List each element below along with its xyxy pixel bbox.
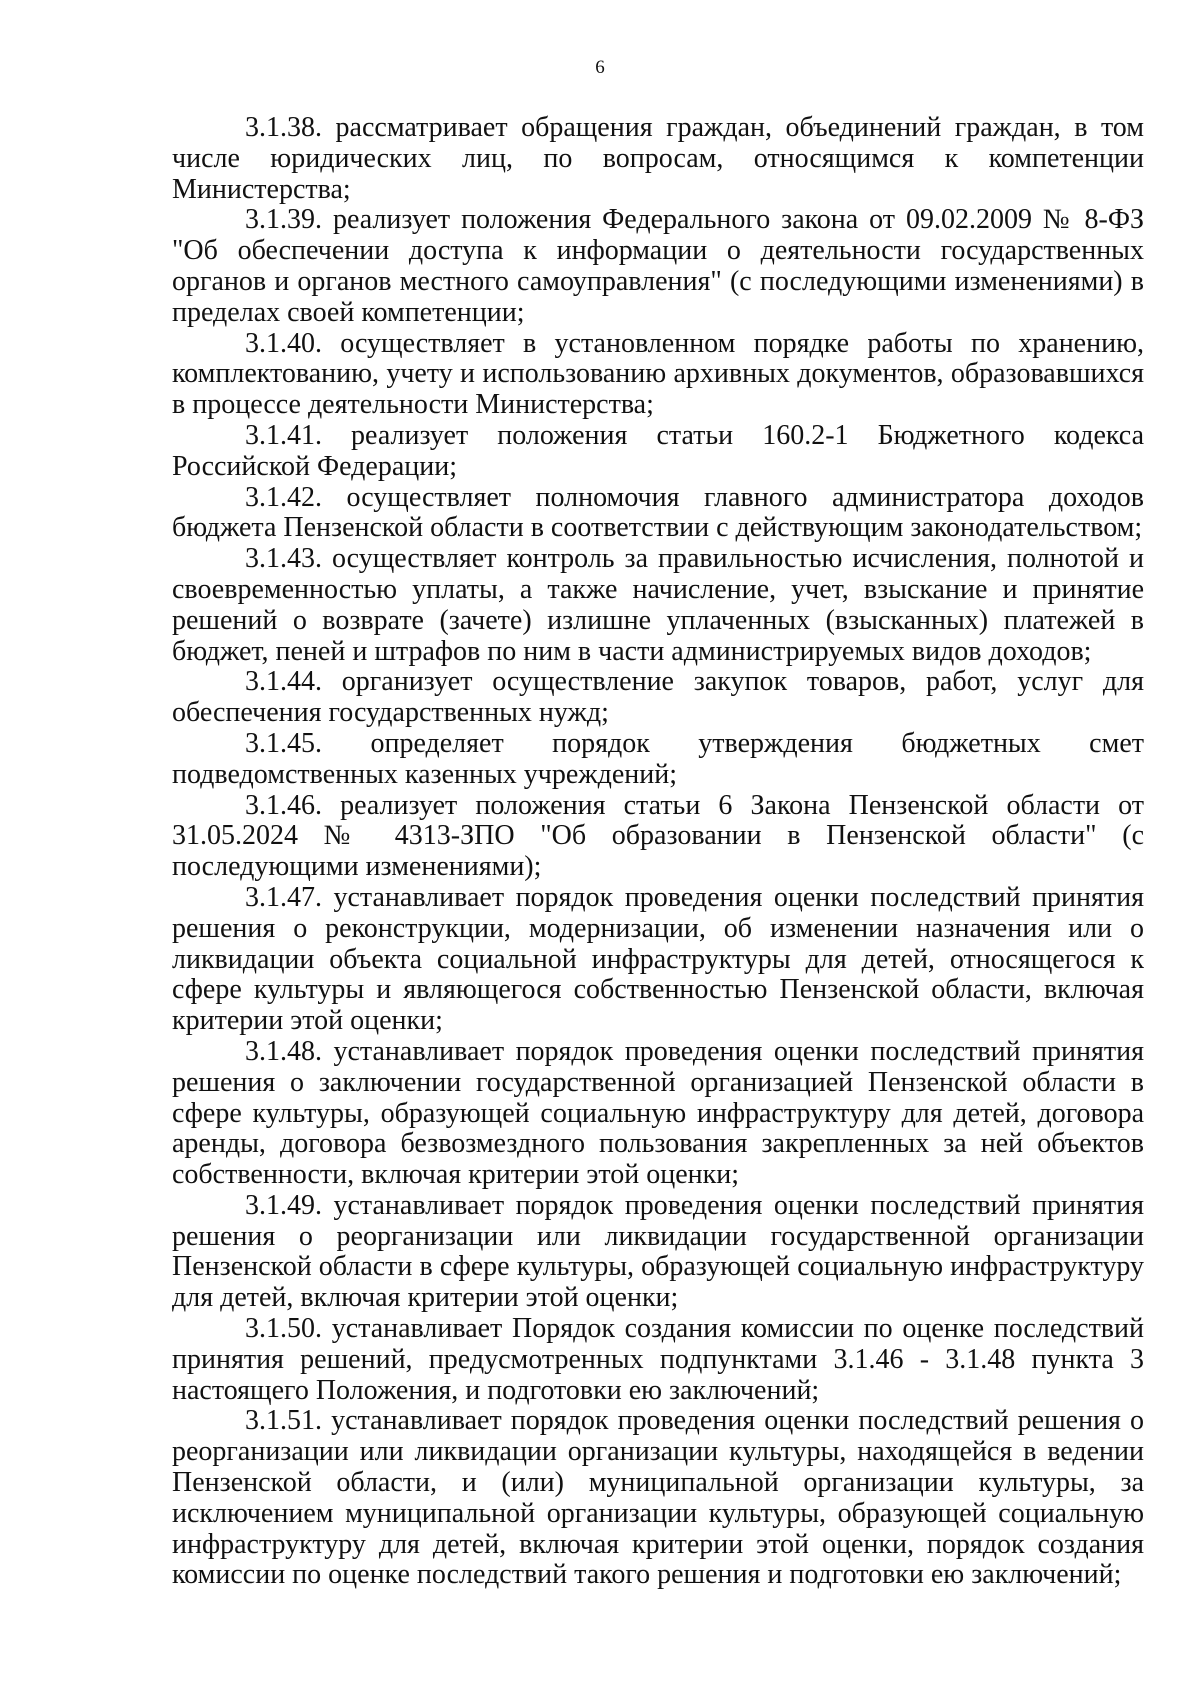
paragraph-3-1-42	[172, 483, 1144, 545]
clause-number: 3.1.39.	[245, 204, 322, 236]
clause-text: реализует положения Федерального закона от 09.02.2009 № 8-ФЗ "Об обеспечении доступа к информации о деятельности государственных органов и органов местного самоуправления" (с последующими изменениями) в пределах своей компетенции;	[172, 204, 1144, 328]
clause-number: 3.1.49.	[245, 1189, 322, 1221]
paragraph-3-1-44	[172, 667, 1144, 729]
paragraph-3-1-49	[172, 1191, 1144, 1314]
page-number: 6	[595, 57, 605, 78]
clause-text: организует осуществление закупок товаров, работ, услуг для обеспечения государственных нужд;	[172, 666, 1144, 729]
paragraph-3-1-41	[172, 421, 1144, 483]
paragraph-3-1-47	[172, 883, 1144, 1037]
clause-text: осуществляет полномочия главного администратора доходов бюджета Пензенской области в соответствии с действующим законодательством;	[172, 481, 1145, 544]
clause-number: 3.1.46.	[245, 789, 322, 821]
clause-text: устанавливает порядок проведения оценки последствий принятия решения о заключении государственной организацией Пензенской области в сфере культуры, образующей социальную инфраструктуру для детей, договора аренды, договора безвозмездного пользования закрепленных за ней объектов собственности, включая критерии этой оценки;	[172, 1035, 1144, 1191]
clause-text: устанавливает Порядок создания комиссии по оценке последствий принятия решений, предусмотренных подпунктами 3.1.46 - 3.1.48 пункта 3 настоящего Положения, и подготовки ею заключений;	[172, 1313, 1144, 1406]
clause-text: реализует положения статьи 160.2-1 Бюджетного кодекса Российской Федерации;	[172, 419, 1144, 482]
document-body	[172, 113, 1144, 1591]
clause-number: 3.1.41.	[245, 419, 322, 451]
clause-text: осуществляет контроль за правильностью исчисления, полнотой и своевременностью уплаты, а также начисление, учет, взыскание и принятие решений о возврате (зачете) излишне уплаченных (взысканных) платежей в бюджет, пеней и штрафов по ним в части администрируемых видов доходов;	[172, 543, 1144, 667]
clause-text: рассматривает обращения граждан, объединений граждан, в том числе юридических лиц, по вопросам, относящимся к компетенции Министерства;	[172, 112, 1144, 205]
clause-number: 3.1.42.	[245, 481, 322, 513]
paragraph-3-1-48	[172, 1037, 1144, 1191]
clause-text: устанавливает порядок проведения оценки последствий принятия решения о реорганизации или ликвидации государственной организации Пензенской области в сфере культуры, образующей социальную инфраструктуру для детей, включая критерии этой оценки;	[172, 1189, 1144, 1314]
paragraph-3-1-38	[172, 113, 1144, 205]
clause-number: 3.1.50.	[245, 1313, 322, 1345]
paragraph-3-1-40	[172, 329, 1144, 421]
clause-number: 3.1.44.	[245, 666, 322, 698]
clause-number: 3.1.47.	[245, 881, 322, 913]
clause-number: 3.1.40.	[245, 327, 322, 359]
clause-text: определяет порядок утверждения бюджетных смет подведомственных казенных учреждений;	[172, 727, 1144, 790]
clause-number: 3.1.51.	[245, 1405, 322, 1437]
paragraph-3-1-39	[172, 205, 1144, 328]
clause-number: 3.1.43.	[245, 543, 322, 575]
clause-number: 3.1.48.	[245, 1035, 322, 1067]
clause-number: 3.1.38.	[245, 112, 322, 143]
clause-text: устанавливает порядок проведения оценки последствий решения о реорганизации или ликвидации организации культуры, находящейся в ведении Пензенской области, и (или) муниципальной организации культуры, за исключением муниципальной организации культуры, образующей социальную инфраструктуру для детей, включая критерии этой оценки, порядок создания комиссии по оценке последствий такого решения и подготовки ею заключений;	[172, 1405, 1145, 1591]
clause-text: устанавливает порядок проведения оценки последствий принятия решения о реконструкции, модернизации, об изменении назначения или о ликвидации объекта социальной инфраструктуры для детей, относящегося к сфере культуры и являющегося собственностью Пензенской области, включая критерии этой оценки;	[172, 881, 1144, 1037]
clause-number: 3.1.45.	[245, 727, 322, 759]
paragraph-3-1-50	[172, 1314, 1144, 1406]
paragraph-3-1-45	[172, 729, 1144, 791]
clause-text: реализует положения статьи 6 Закона Пензенской области от 31.05.2024 № 4313-ЗПО "Об образовании в Пензенской области" (с последующими изменениями);	[172, 789, 1145, 883]
paragraph-3-1-43	[172, 544, 1144, 667]
paragraph-3-1-46	[172, 791, 1144, 883]
paragraph-3-1-51	[172, 1406, 1144, 1591]
clause-text: осуществляет в установленном порядке работы по хранению, комплектованию, учету и использованию архивных документов, образовавшихся в процессе деятельности Министерства;	[172, 327, 1144, 421]
